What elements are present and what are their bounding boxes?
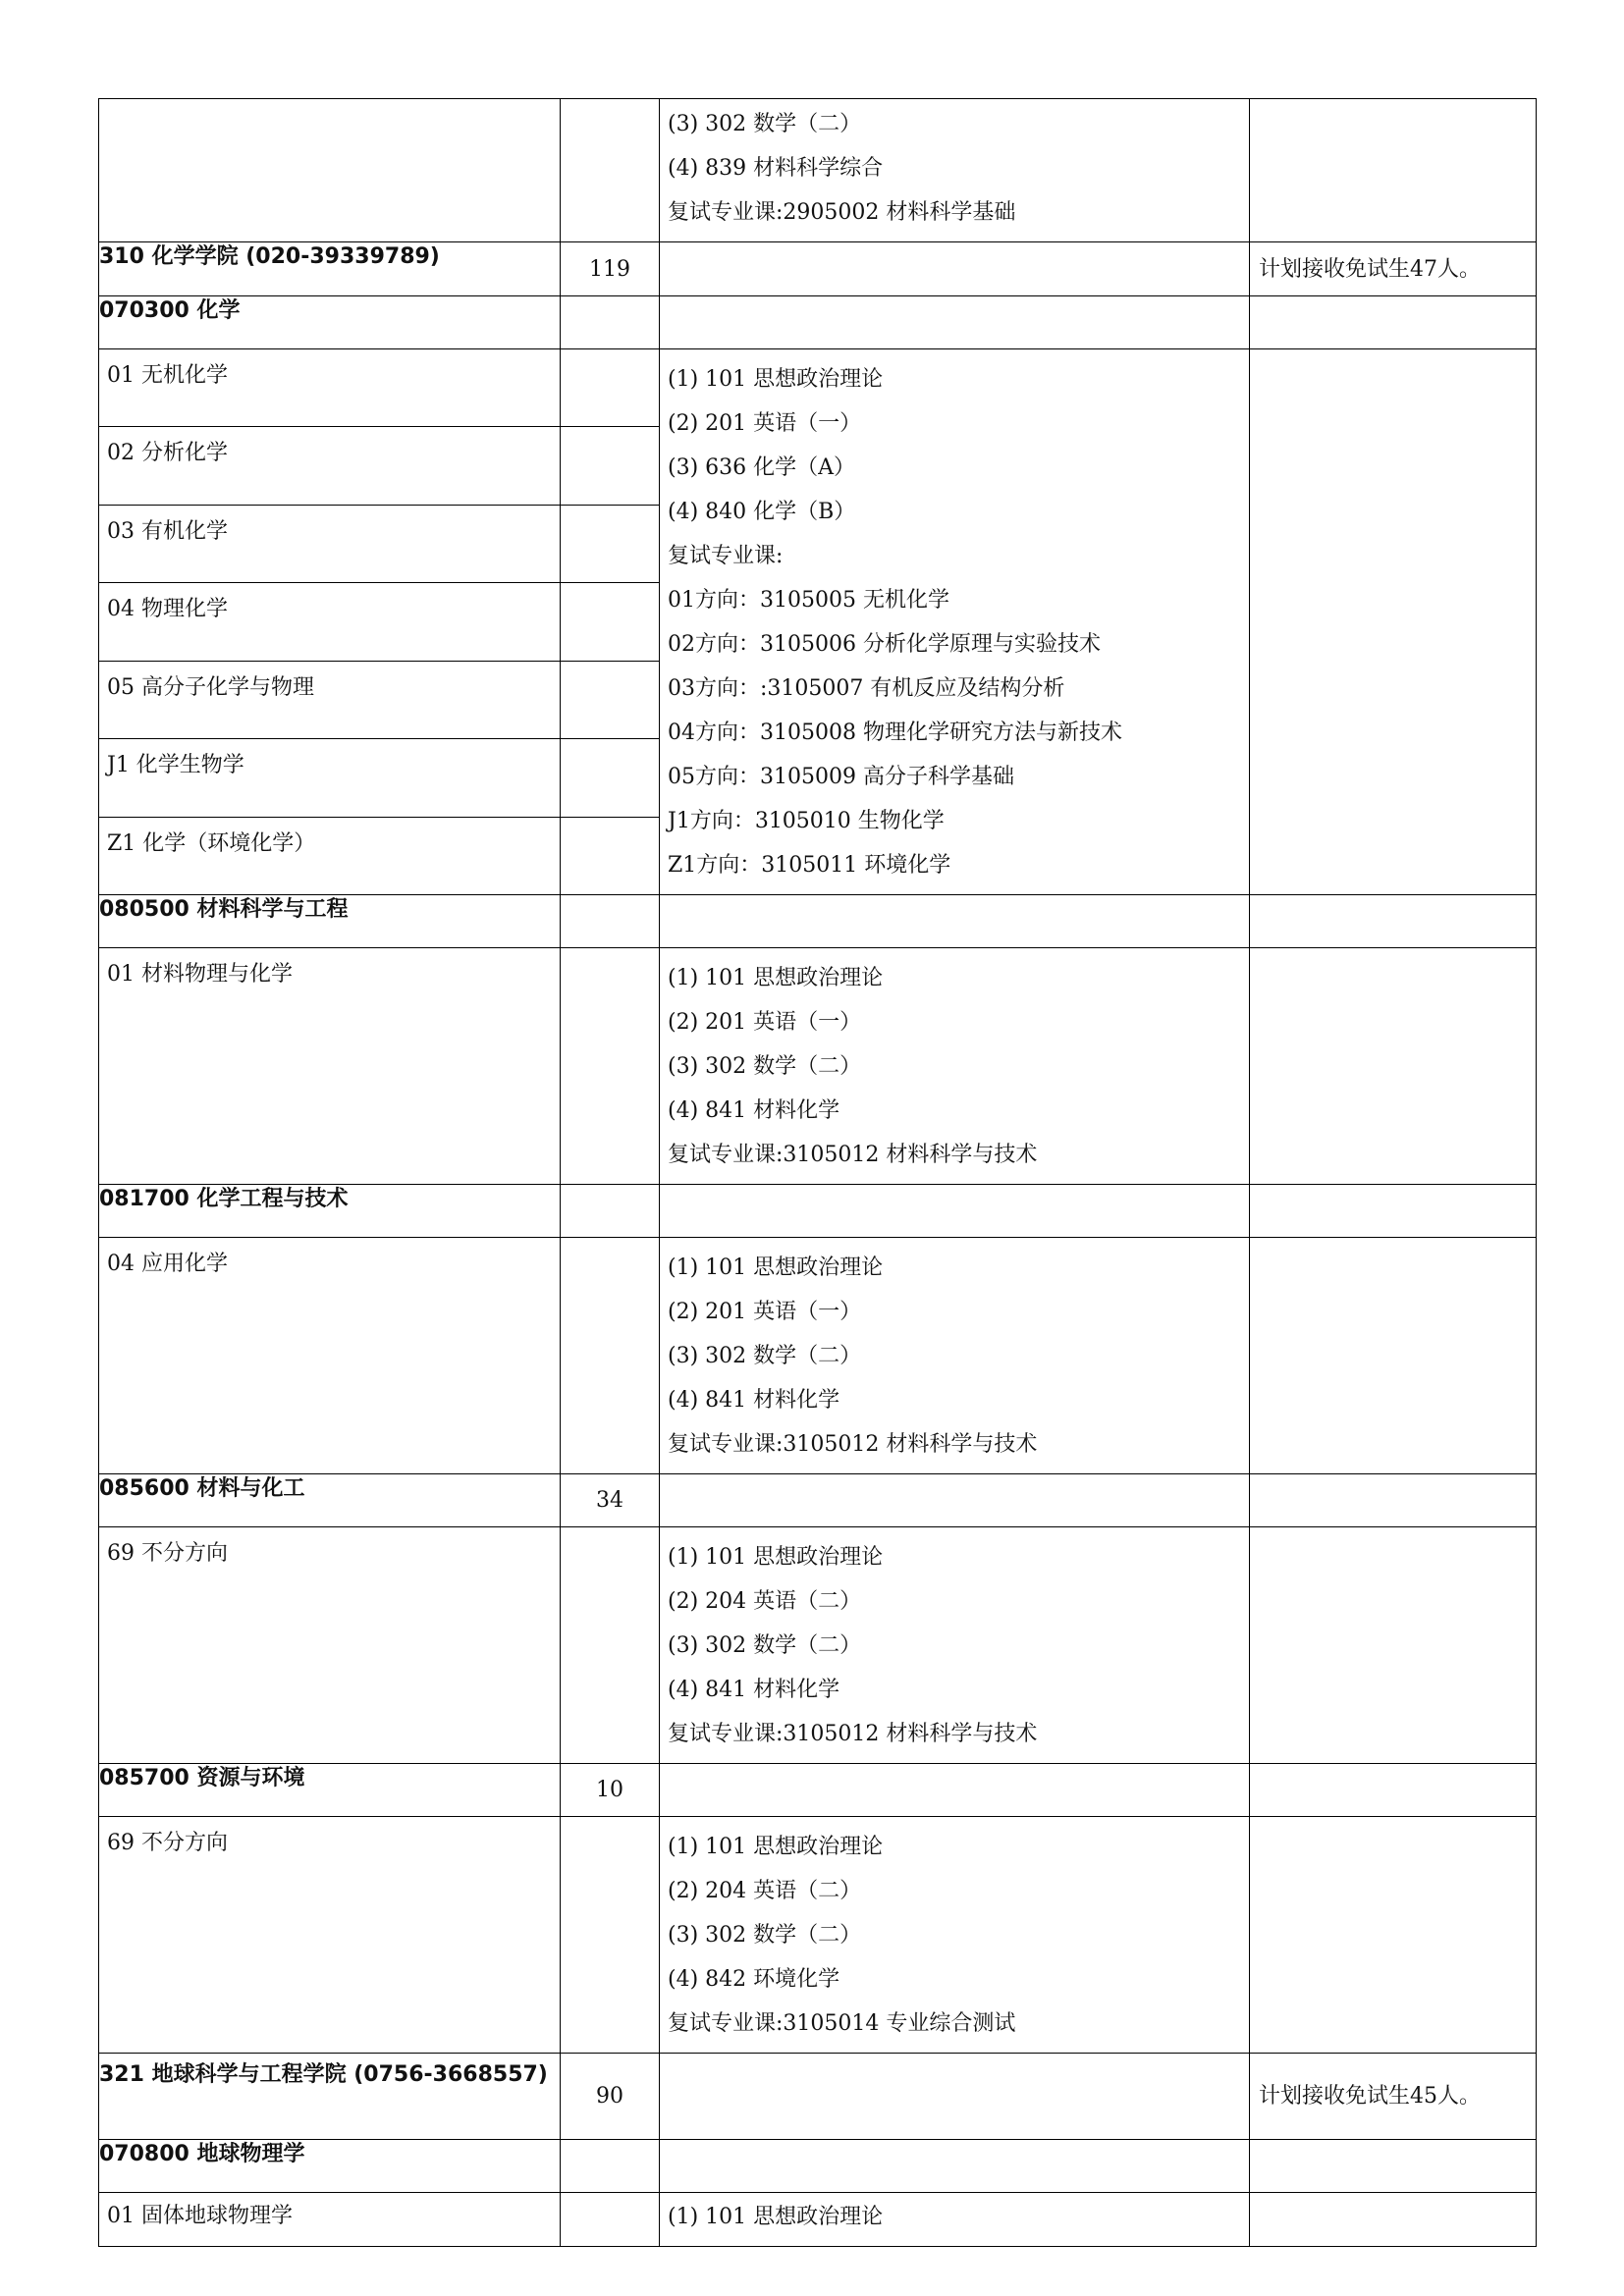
direction-name: 04 应用化学 xyxy=(99,1238,561,1474)
course-line: (2) 204 英语（二） xyxy=(668,1589,862,1614)
course-line: (2) 201 英语（一） xyxy=(668,1300,862,1324)
course-line: 复试专业课:3105014 专业综合测试 xyxy=(668,2011,1016,2036)
course-line: (1) 101 思想政治理论 xyxy=(668,1255,884,1280)
course-line: 复试专业课:3105012 材料科学与技术 xyxy=(668,1722,1038,1746)
direction-row xyxy=(99,1817,1537,2054)
course-line: 复试专业课: xyxy=(668,544,784,568)
direction-row xyxy=(99,1238,1537,1474)
major-row xyxy=(99,1764,1537,1817)
course-line: (1) 101 思想政治理论 xyxy=(668,1545,884,1570)
direction-name: 04 物理化学 xyxy=(99,583,561,661)
course-line: 复试专业课:3105012 材料科学与技术 xyxy=(668,1432,1038,1457)
quota-cell xyxy=(561,427,660,505)
quota-cell xyxy=(561,583,660,661)
note-cell xyxy=(1250,895,1537,948)
exam-courses-cell xyxy=(660,1527,1250,1764)
note-cell xyxy=(1250,99,1537,242)
direction-cell xyxy=(99,99,561,242)
major-name: 085700 资源与环境 xyxy=(99,1764,561,1817)
note-cell xyxy=(1250,1527,1537,1764)
exam-courses-cell xyxy=(660,1817,1250,2054)
note-cell xyxy=(1250,1474,1537,1527)
course-line: (2) 201 英语（一） xyxy=(668,411,862,436)
major-row xyxy=(99,1185,1537,1238)
college-row xyxy=(99,242,1537,296)
course-line: (3) 302 数学（二） xyxy=(668,1633,862,1658)
quota-value: 34 xyxy=(561,1474,660,1527)
direction-name: 01 无机化学 xyxy=(99,349,561,427)
note-cell xyxy=(1250,1238,1537,1474)
exam-courses-cell xyxy=(660,296,1250,349)
course-line: (4) 841 材料化学 xyxy=(668,1678,840,1702)
quota-value: 10 xyxy=(561,1764,660,1817)
major-name: 085600 材料与化工 xyxy=(99,1474,561,1527)
course-line: (3) 302 数学（二） xyxy=(668,1344,862,1368)
direction-name: 69 不分方向 xyxy=(99,1817,561,2054)
exam-courses-cell xyxy=(660,349,1250,895)
direction-name: 05 高分子化学与物理 xyxy=(99,661,561,738)
exam-courses-cell xyxy=(660,948,1250,1185)
college-name: 321 地球科学与工程学院 (0756-3668557) xyxy=(99,2054,561,2140)
quota-cell xyxy=(561,1527,660,1764)
quota-cell xyxy=(561,2193,660,2247)
course-line: (3) 302 数学（二） xyxy=(668,1923,862,1948)
admissions-table xyxy=(98,98,1537,2247)
course-line: (4) 841 材料化学 xyxy=(668,1388,840,1413)
major-row xyxy=(99,296,1537,349)
major-name: 080500 材料科学与工程 xyxy=(99,895,561,948)
course-line: 01方向：3105005 无机化学 xyxy=(668,588,949,613)
college-row xyxy=(99,2054,1537,2140)
quota-cell xyxy=(561,739,660,817)
quota-cell xyxy=(561,817,660,894)
college-name: 310 化学学院 (020-39339789) xyxy=(99,242,561,296)
direction-name: Z1 化学（环境化学） xyxy=(99,817,561,894)
quota-cell xyxy=(561,296,660,349)
quota-cell xyxy=(561,661,660,738)
exam-courses-cell xyxy=(660,2193,1250,2247)
quota-cell xyxy=(561,99,660,242)
note-cell xyxy=(1250,2193,1537,2247)
direction-name: J1 化学生物学 xyxy=(99,739,561,817)
course-line: Z1方向：3105011 环境化学 xyxy=(668,853,951,878)
direction-name: 02 分析化学 xyxy=(99,427,561,505)
note-cell xyxy=(1250,349,1537,895)
exam-courses-cell xyxy=(660,1238,1250,1474)
course-line: (4) 839 材料科学综合 xyxy=(668,156,884,181)
quota-value: 90 xyxy=(561,2054,660,2140)
course-line: 04方向：3105008 物理化学研究方法与新技术 xyxy=(668,721,1122,745)
exam-courses-cell xyxy=(660,1764,1250,1817)
exam-courses-cell xyxy=(660,99,1250,242)
quota-cell xyxy=(561,1817,660,2054)
course-line: (1) 101 思想政治理论 xyxy=(668,1835,884,1859)
course-line: (3) 302 数学（二） xyxy=(668,112,862,136)
note-cell xyxy=(1250,1764,1537,1817)
course-line: J1方向：3105010 生物化学 xyxy=(668,809,945,833)
quota-cell xyxy=(561,1238,660,1474)
direction-name: 03 有机化学 xyxy=(99,505,561,582)
quota-cell xyxy=(561,2140,660,2193)
major-row xyxy=(99,895,1537,948)
note-cell xyxy=(1250,2140,1537,2193)
course-line: (3) 636 化学（A） xyxy=(668,455,856,480)
course-line: (4) 841 材料化学 xyxy=(668,1098,840,1123)
direction-row xyxy=(99,2193,1537,2247)
direction-row xyxy=(99,349,1537,427)
course-line: (2) 204 英语（二） xyxy=(668,1879,862,1903)
course-line: 02方向：3105006 分析化学原理与实验技术 xyxy=(668,632,1101,657)
major-row xyxy=(99,2140,1537,2193)
direction-name: 01 固体地球物理学 xyxy=(99,2193,561,2247)
quota-value: 119 xyxy=(561,242,660,296)
note-text: 计划接收免试生47人。 xyxy=(1250,242,1537,296)
course-line: 复试专业课:2905002 材料科学基础 xyxy=(668,200,1016,225)
course-line: (1) 101 思想政治理论 xyxy=(668,966,884,990)
quota-cell xyxy=(561,505,660,582)
direction-name: 01 材料物理与化学 xyxy=(99,948,561,1185)
course-line: (4) 840 化学（B） xyxy=(668,500,856,524)
table-row xyxy=(99,99,1537,242)
quota-cell xyxy=(561,349,660,427)
quota-cell xyxy=(561,895,660,948)
course-line: 05方向：3105009 高分子科学基础 xyxy=(668,765,1014,789)
note-cell xyxy=(1250,948,1537,1185)
exam-courses-cell xyxy=(660,1474,1250,1527)
course-line: (1) 101 思想政治理论 xyxy=(668,367,884,392)
direction-row xyxy=(99,948,1537,1185)
course-line: (1) 101 思想政治理论 xyxy=(668,2205,884,2229)
major-name: 070800 地球物理学 xyxy=(99,2140,561,2193)
course-line: (3) 302 数学（二） xyxy=(668,1054,862,1079)
major-row xyxy=(99,1474,1537,1527)
exam-courses-cell xyxy=(660,1185,1250,1238)
quota-cell xyxy=(561,1185,660,1238)
course-line: (4) 842 环境化学 xyxy=(668,1967,840,1992)
note-cell xyxy=(1250,1817,1537,2054)
note-cell xyxy=(1250,1185,1537,1238)
exam-courses-cell xyxy=(660,2140,1250,2193)
exam-courses-cell xyxy=(660,2054,1250,2140)
direction-row xyxy=(99,1527,1537,1764)
exam-courses-cell xyxy=(660,242,1250,296)
major-name: 070300 化学 xyxy=(99,296,561,349)
course-line: (2) 201 英语（一） xyxy=(668,1010,862,1035)
direction-name: 69 不分方向 xyxy=(99,1527,561,1764)
course-line: 03方向：:3105007 有机反应及结构分析 xyxy=(668,676,1065,701)
major-name: 081700 化学工程与技术 xyxy=(99,1185,561,1238)
course-line: 复试专业课:3105012 材料科学与技术 xyxy=(668,1143,1038,1167)
note-text: 计划接收免试生45人。 xyxy=(1250,2054,1537,2140)
quota-cell xyxy=(561,948,660,1185)
note-cell xyxy=(1250,296,1537,349)
exam-courses-cell xyxy=(660,895,1250,948)
